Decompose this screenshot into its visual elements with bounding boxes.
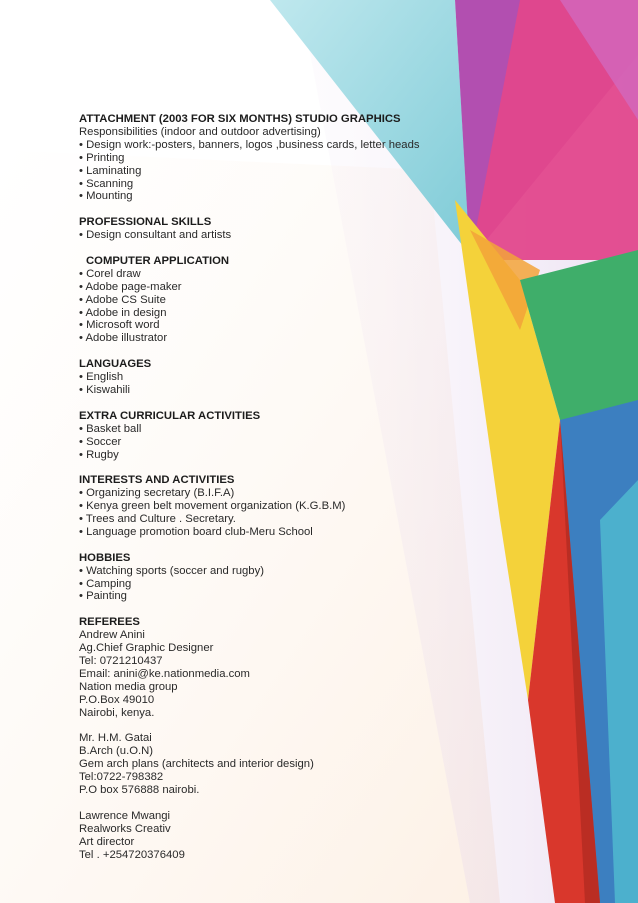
list-item: • Adobe page-maker xyxy=(79,280,182,293)
list-item: • Basket ball xyxy=(79,422,142,435)
referee-line: Lawrence Mwangi xyxy=(79,809,171,822)
list-item: • Rugby xyxy=(79,448,119,461)
section-languages xyxy=(79,358,499,397)
referee-line: Gem arch plans (architects and interior design) xyxy=(79,758,314,771)
list-item: • Kiswahili xyxy=(79,383,131,396)
section-heading: LANGUAGES xyxy=(79,358,152,371)
list-item: • Language promotion board club-Meru School xyxy=(79,525,313,538)
list-item: • Adobe illustrator xyxy=(79,332,168,345)
referee-line: Tel: 0721210437 xyxy=(79,654,163,667)
section-referees xyxy=(79,616,499,861)
referee-line: Email: anini@ke.nationmedia.com xyxy=(79,667,250,680)
section-heading: PROFESSIONAL SKILLS xyxy=(79,216,212,229)
list-item: • Organizing secretary (B.I.F.A) xyxy=(79,487,235,500)
section-heading: EXTRA CURRICULAR ACTIVITIES xyxy=(79,409,261,422)
section-heading: INTERESTS AND ACTIVITIES xyxy=(79,474,235,487)
referee-line: Andrew Anini xyxy=(79,629,145,642)
referee-line: Art director xyxy=(79,835,135,848)
list-item: • Trees and Culture . Secretary. xyxy=(79,513,236,526)
referee-block xyxy=(79,810,499,862)
referee-line: Mr. H.M. Gatai xyxy=(79,732,152,745)
referee-line: P.O.Box 49010 xyxy=(79,693,155,706)
section-heading: REFEREES xyxy=(79,616,140,629)
list-item: • English xyxy=(79,371,124,384)
referee-line: Realworks Creativ xyxy=(79,822,171,835)
referee-line: B.Arch (u.O.N) xyxy=(79,745,154,758)
referee-block xyxy=(79,629,499,719)
list-item: • Microsoft word xyxy=(79,319,160,332)
referee-line: Nairobi, kenya. xyxy=(79,706,155,719)
list-item: • Adobe in design xyxy=(79,306,167,319)
section-attachment xyxy=(79,113,499,203)
section-heading: ATTACHMENT (2003 FOR SIX MONTHS) STUDIO GRAPHICS xyxy=(79,113,401,125)
section-interests xyxy=(79,474,499,539)
list-item: • Printing xyxy=(79,151,125,164)
section-extra-curricular xyxy=(79,410,499,462)
list-item: • Painting xyxy=(79,590,127,603)
list-item: • Soccer xyxy=(79,435,122,448)
section-heading: COMPUTER APPLICATION xyxy=(86,254,230,267)
referee-line: P.O box 576888 nairobi. xyxy=(79,784,200,796)
list-item: • Watching sports (soccer and rugby) xyxy=(79,564,264,577)
list-item: • Mounting xyxy=(79,190,133,203)
list-item: • Adobe CS Suite xyxy=(79,293,166,306)
section-heading: HOBBIES xyxy=(79,551,131,564)
referee-line: Ag.Chief Graphic Designer xyxy=(79,642,214,655)
list-item: • Camping xyxy=(79,577,132,590)
section-professional-skills xyxy=(79,216,499,242)
referee-line: Nation media group xyxy=(79,680,178,693)
list-item: • Laminating xyxy=(79,164,142,177)
text-line: Responsibilities (indoor and outdoor advertising) xyxy=(79,125,321,138)
section-computer-application xyxy=(79,255,499,345)
referee-line: Tel:0722-798382 xyxy=(79,771,164,784)
list-item: • Design work:-posters, banners, logos ,business cards, letter heads xyxy=(79,138,420,151)
list-item: • Corel draw xyxy=(79,267,141,280)
section-hobbies xyxy=(79,552,499,604)
list-item: • Design consultant and artists xyxy=(79,229,232,242)
resume-content xyxy=(79,113,499,874)
referee-line: Tel . +254720376409 xyxy=(79,848,185,861)
referee-block xyxy=(79,732,499,797)
list-item: • Scanning xyxy=(79,177,134,190)
list-item: • Kenya green belt movement organization (K.G.B.M) xyxy=(79,500,346,513)
